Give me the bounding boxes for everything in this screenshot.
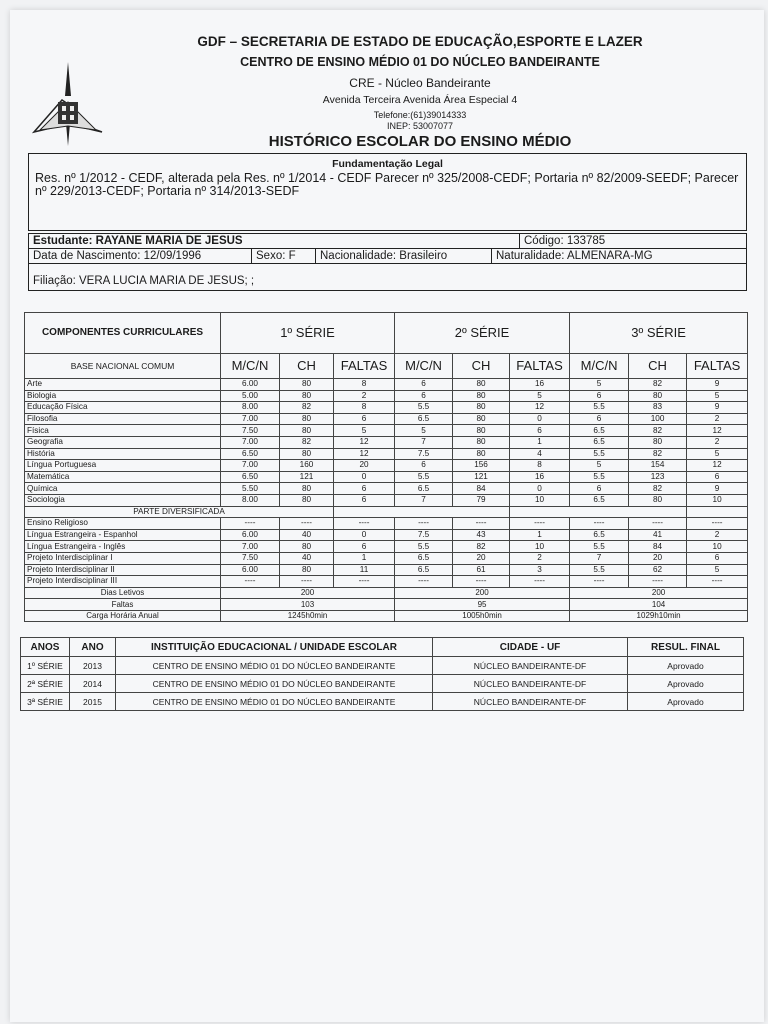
grade-cell: 7.50	[221, 552, 280, 564]
grade-cell: 5.5	[570, 448, 629, 460]
grade-cell: 80	[453, 448, 510, 460]
grade-cell: 84	[453, 483, 510, 495]
grade-cell: 80	[453, 436, 510, 448]
grade-cell: 1	[334, 552, 395, 564]
grade-cell: 80	[280, 541, 334, 553]
grade-cell: 80	[629, 390, 687, 402]
grade-cell: 12	[334, 436, 395, 448]
grade-cell: 82	[280, 402, 334, 414]
grade-cell: 8.00	[221, 402, 280, 414]
institutions-header-row	[21, 638, 744, 657]
summary-value: 1245h0min	[221, 610, 395, 622]
grade-cell: ----	[221, 518, 280, 530]
year-3-header: 3º SÉRIE	[570, 313, 748, 354]
grade-cell: 3	[510, 564, 570, 576]
subject-name: Projeto Interdisciplinar I	[25, 552, 221, 564]
summary-label: Faltas	[25, 599, 221, 611]
grade-cell: 160	[280, 460, 334, 472]
grade-cell: 5.5	[570, 471, 629, 483]
brasilia-emblem-icon	[32, 62, 104, 146]
grades-table	[24, 312, 748, 622]
grade-cell: 5.5	[570, 564, 629, 576]
grade-cell: 6	[395, 390, 453, 402]
student-parents: Filiação: VERA LUCIA MARIA DE JESUS; ;	[33, 275, 255, 287]
student-birth-date: Data de Nascimento: 12/09/1996	[33, 250, 202, 262]
grade-cell: ----	[280, 576, 334, 588]
grade-cell: 6.5	[570, 494, 629, 506]
header-address: Avenida Terceira Avenida Área Especial 4	[322, 94, 518, 106]
summary-value: 104	[570, 599, 748, 611]
grade-cell: 79	[453, 494, 510, 506]
grade-cell: 80	[280, 564, 334, 576]
grade-cell: 6	[510, 425, 570, 437]
grade-cell: ----	[629, 576, 687, 588]
grade-cell: 16	[510, 379, 570, 391]
subject-name: História	[25, 448, 221, 460]
grade-cell: 121	[280, 471, 334, 483]
subject-name: Química	[25, 483, 221, 495]
result-cell: Aprovado	[628, 657, 744, 675]
grade-cell: ----	[570, 576, 629, 588]
subject-name: Projeto Interdisciplinar II	[25, 564, 221, 576]
grade-cell: 5	[570, 379, 629, 391]
grade-cell: 6	[334, 494, 395, 506]
summary-label: Dias Letivos	[25, 587, 221, 599]
grade-cell: 80	[280, 413, 334, 425]
subject-row	[25, 390, 748, 402]
grade-cell: 6.5	[395, 552, 453, 564]
institution-cell: CENTRO DE ENSINO MÉDIO 01 DO NÚCLEO BANDEIRANTE	[116, 675, 433, 693]
grade-cell: 12	[510, 402, 570, 414]
grade-cell: 82	[629, 425, 687, 437]
grade-cell: 123	[629, 471, 687, 483]
subject-row	[25, 541, 748, 553]
grade-cell: 82	[629, 379, 687, 391]
student-row-2	[29, 249, 746, 264]
grade-cell: 6	[395, 460, 453, 472]
grade-cell: 6.5	[570, 529, 629, 541]
diversified-header-row	[25, 506, 748, 518]
summary-row	[25, 599, 748, 611]
subject-row	[25, 483, 748, 495]
subject-row	[25, 552, 748, 564]
year-cell: 2013	[70, 657, 116, 675]
subject-name: Sociologia	[25, 494, 221, 506]
grade-cell: 5.5	[395, 471, 453, 483]
grade-cell: 11	[334, 564, 395, 576]
grade-cell: 84	[629, 541, 687, 553]
subject-row	[25, 529, 748, 541]
student-info-box	[28, 233, 747, 291]
col-header: ANOS	[21, 638, 70, 657]
header-inep: INEP: 53007077	[386, 121, 454, 131]
grade-cell: 6	[334, 541, 395, 553]
subject-name: Filosofia	[25, 413, 221, 425]
grade-cell: ----	[687, 518, 748, 530]
grade-cell: 6	[570, 483, 629, 495]
year-cell: 2015	[70, 693, 116, 711]
grade-cell: 2	[687, 436, 748, 448]
col-header: M/C/N	[395, 354, 453, 379]
summary-value: 200	[395, 587, 570, 599]
subject-row	[25, 379, 748, 391]
grade-cell: 82	[280, 436, 334, 448]
grade-cell: 8	[334, 379, 395, 391]
base-nacional-header: BASE NACIONAL COMUM	[25, 354, 221, 379]
col-header: CH	[453, 354, 510, 379]
grade-cell: 80	[280, 483, 334, 495]
grade-cell: 8	[334, 402, 395, 414]
summary-row	[25, 587, 748, 599]
grade-cell: 6	[687, 471, 748, 483]
grade-cell: 6.00	[221, 379, 280, 391]
subject-name: Língua Estrangeira - Inglês	[25, 541, 221, 553]
grade-cell: 80	[453, 379, 510, 391]
grade-cell: ----	[280, 518, 334, 530]
grade-cell: 80	[629, 436, 687, 448]
grade-cell: 20	[334, 460, 395, 472]
summary-value: 1005h0min	[395, 610, 570, 622]
grade-cell: 5	[687, 390, 748, 402]
subject-name: Língua Portuguesa	[25, 460, 221, 472]
header-school-name: CENTRO DE ENSINO MÉDIO 01 DO NÚCLEO BANDEIRANTE	[240, 55, 600, 69]
grade-cell: 9	[687, 483, 748, 495]
grade-cell: 2	[687, 529, 748, 541]
institution-row	[21, 657, 744, 675]
grade-cell: 2	[334, 390, 395, 402]
grade-cell: 5	[687, 564, 748, 576]
grade-cell: 5	[687, 448, 748, 460]
grade-cell: 4	[510, 448, 570, 460]
grade-cell: ----	[629, 518, 687, 530]
grade-cell: ----	[334, 518, 395, 530]
subject-name: Língua Estrangeira - Espanhol	[25, 529, 221, 541]
grade-cell: 10	[510, 494, 570, 506]
student-row-3	[29, 274, 746, 288]
grade-cell: 40	[280, 552, 334, 564]
grade-cell: 100	[629, 413, 687, 425]
serie-cell: 2ª SÉRIE	[21, 675, 70, 693]
grade-cell: 6	[570, 413, 629, 425]
grade-cell: 6.5	[570, 425, 629, 437]
grade-cell: ----	[221, 576, 280, 588]
grade-cell: 9	[687, 379, 748, 391]
grade-cell: 12	[334, 448, 395, 460]
institution-cell: CENTRO DE ENSINO MÉDIO 01 DO NÚCLEO BANDEIRANTE	[116, 693, 433, 711]
subject-name: Arte	[25, 379, 221, 391]
col-header: CH	[629, 354, 687, 379]
header-phone: Telefone:(61)39014333	[373, 110, 467, 120]
grade-cell: 5.5	[570, 541, 629, 553]
grade-cell: 5	[570, 460, 629, 472]
col-header: M/C/N	[570, 354, 629, 379]
student-code: Código: 133785	[519, 234, 748, 248]
grade-cell: 10	[510, 541, 570, 553]
grade-cell: ----	[395, 576, 453, 588]
subject-row	[25, 494, 748, 506]
subject-row	[25, 576, 748, 588]
subject-name: Educação Física	[25, 402, 221, 414]
summary-value: 103	[221, 599, 395, 611]
year-cell: 2014	[70, 675, 116, 693]
col-header: FALTAS	[334, 354, 395, 379]
grade-cell: 154	[629, 460, 687, 472]
col-header: FALTAS	[510, 354, 570, 379]
subject-name: Projeto Interdisciplinar III	[25, 576, 221, 588]
grade-cell: 62	[629, 564, 687, 576]
grade-cell: 12	[687, 460, 748, 472]
grade-cell: ----	[334, 576, 395, 588]
subject-name: Biologia	[25, 390, 221, 402]
institutions-table	[20, 637, 744, 711]
subject-row	[25, 448, 748, 460]
grade-cell: 20	[453, 552, 510, 564]
grade-cell: 82	[629, 448, 687, 460]
grade-cell: 5.00	[221, 390, 280, 402]
institution-row	[21, 693, 744, 711]
student-row-1	[29, 234, 746, 249]
grade-cell: 7.5	[395, 448, 453, 460]
subject-row	[25, 413, 748, 425]
empty-cell	[334, 506, 510, 518]
grade-cell: 6	[395, 379, 453, 391]
city-cell: NÚCLEO BANDEIRANTE-DF	[433, 693, 628, 711]
grade-cell: ----	[510, 576, 570, 588]
grade-cell: 6.50	[221, 448, 280, 460]
grade-cell: 7.00	[221, 436, 280, 448]
grade-cell: 10	[687, 541, 748, 553]
grade-cell: 6.00	[221, 529, 280, 541]
grade-cell: 80	[629, 494, 687, 506]
subject-row	[25, 460, 748, 472]
student-birthplace: Naturalidade: ALMENARA-MG	[491, 249, 748, 263]
subject-row	[25, 436, 748, 448]
grade-cell: 6	[570, 390, 629, 402]
grade-cell: 0	[334, 471, 395, 483]
grade-cell: 20	[629, 552, 687, 564]
grade-cell: 7.00	[221, 541, 280, 553]
col-header: FALTAS	[687, 354, 748, 379]
grade-cell: 5.50	[221, 483, 280, 495]
legal-basis-text: Res. nº 1/2012 - CEDF, alterada pela Res. nº 1/2014 - CEDF Parecer nº 325/2008-CEDF; Portaria nº 82/2009-SEEDF; Parecer nº 229/2013-CEDF; Portaria nº 314/2013-SEDF	[35, 171, 739, 198]
diversified-header: PARTE DIVERSIFICADA	[25, 506, 334, 518]
grade-cell: 6.5	[570, 436, 629, 448]
grade-cell: 1	[510, 529, 570, 541]
grade-cell: 7.00	[221, 413, 280, 425]
grade-cell: 80	[280, 494, 334, 506]
grade-cell: 80	[280, 448, 334, 460]
subject-name: Ensino Religioso	[25, 518, 221, 530]
grade-cell: 80	[453, 413, 510, 425]
grade-cell: 5	[510, 390, 570, 402]
grade-cell: 9	[687, 402, 748, 414]
grade-cell: 43	[453, 529, 510, 541]
grade-cell: 7.50	[221, 425, 280, 437]
grade-cell: 6	[334, 413, 395, 425]
grade-cell: 8	[510, 460, 570, 472]
grade-cell: 5	[395, 425, 453, 437]
header-cre: CRE - Núcleo Bandeirante	[349, 76, 491, 90]
institution-row	[21, 675, 744, 693]
empty-cell	[510, 506, 687, 518]
grade-cell: 2	[510, 552, 570, 564]
subject-row	[25, 518, 748, 530]
serie-cell: 1º SÉRIE	[21, 657, 70, 675]
grade-cell: 7	[570, 552, 629, 564]
grade-cell: 82	[453, 541, 510, 553]
subject-row	[25, 564, 748, 576]
year-2-header: 2º SÉRIE	[395, 313, 570, 354]
grades-header-row	[25, 313, 748, 354]
summary-label: Carga Horária Anual	[25, 610, 221, 622]
summary-value: 200	[221, 587, 395, 599]
grade-cell: 2	[687, 413, 748, 425]
city-cell: NÚCLEO BANDEIRANTE-DF	[433, 675, 628, 693]
grade-cell: ----	[510, 518, 570, 530]
components-header: COMPONENTES CURRICULARES	[25, 313, 221, 354]
grade-cell: 16	[510, 471, 570, 483]
grade-cell: 41	[629, 529, 687, 541]
grade-cell: 6.5	[395, 483, 453, 495]
subject-name: Matemática	[25, 471, 221, 483]
result-cell: Aprovado	[628, 693, 744, 711]
subject-name: Física	[25, 425, 221, 437]
grade-cell: 6.50	[221, 471, 280, 483]
grade-cell: 80	[453, 390, 510, 402]
grade-cell: 7	[395, 436, 453, 448]
grade-cell: 12	[687, 425, 748, 437]
grade-cell: ----	[687, 576, 748, 588]
grade-cell: 6.00	[221, 564, 280, 576]
grade-cell: 7.5	[395, 529, 453, 541]
city-cell: NÚCLEO BANDEIRANTE-DF	[433, 657, 628, 675]
grade-cell: 6.5	[395, 413, 453, 425]
grade-cell: 80	[280, 379, 334, 391]
grade-cell: 6	[687, 552, 748, 564]
grade-cell: 7	[395, 494, 453, 506]
subject-row	[25, 402, 748, 414]
grade-cell: 80	[280, 425, 334, 437]
grade-cell: 80	[453, 425, 510, 437]
result-cell: Aprovado	[628, 675, 744, 693]
student-sex: Sexo: F	[251, 249, 315, 263]
grade-cell: 10	[687, 494, 748, 506]
grade-cell: 0	[510, 483, 570, 495]
grade-cell: 5.5	[395, 541, 453, 553]
subject-row	[25, 471, 748, 483]
grade-cell: 61	[453, 564, 510, 576]
grade-cell: 5	[334, 425, 395, 437]
summary-value: 1029h10min	[570, 610, 748, 622]
grade-cell: ----	[453, 576, 510, 588]
grade-cell: 5.5	[570, 402, 629, 414]
legal-basis-box	[28, 153, 747, 231]
legal-basis-title: Fundamentação Legal	[332, 158, 443, 170]
grade-cell: 83	[629, 402, 687, 414]
grade-cell: 40	[280, 529, 334, 541]
grades-subheader-row	[25, 354, 748, 379]
student-nationality: Nacionalidade: Brasileiro	[315, 249, 491, 263]
summary-value: 95	[395, 599, 570, 611]
grade-cell: 7.00	[221, 460, 280, 472]
col-header: ANO	[70, 638, 116, 657]
grade-cell: 8.00	[221, 494, 280, 506]
grade-cell: 0	[334, 529, 395, 541]
empty-cell	[687, 506, 748, 518]
grade-cell: 6.5	[395, 564, 453, 576]
page-title: HISTÓRICO ESCOLAR DO ENSINO MÉDIO	[268, 133, 572, 150]
grade-cell: 80	[280, 390, 334, 402]
header-secretaria: GDF – SECRETARIA DE ESTADO DE EDUCAÇÃO,ESPORTE E LAZER	[197, 34, 643, 49]
year-1-header: 1º SÉRIE	[221, 313, 395, 354]
serie-cell: 3ª SÉRIE	[21, 693, 70, 711]
col-header: CIDADE - UF	[433, 638, 628, 657]
grade-cell: ----	[570, 518, 629, 530]
grade-cell: 1	[510, 436, 570, 448]
student-name: Estudante: RAYANE MARIA DE JESUS	[33, 235, 243, 247]
grade-cell: 80	[453, 402, 510, 414]
col-header: M/C/N	[221, 354, 280, 379]
col-header: RESUL. FINAL	[628, 638, 744, 657]
grade-cell: 82	[629, 483, 687, 495]
subject-row	[25, 425, 748, 437]
institution-cell: CENTRO DE ENSINO MÉDIO 01 DO NÚCLEO BANDEIRANTE	[116, 657, 433, 675]
subject-name: Geografia	[25, 436, 221, 448]
col-header: INSTITUIÇÃO EDUCACIONAL / UNIDADE ESCOLAR	[116, 638, 433, 657]
col-header: CH	[280, 354, 334, 379]
grade-cell: ----	[453, 518, 510, 530]
grade-cell: 0	[510, 413, 570, 425]
grade-cell: ----	[395, 518, 453, 530]
grade-cell: 156	[453, 460, 510, 472]
summary-value: 200	[570, 587, 748, 599]
grade-cell: 121	[453, 471, 510, 483]
summary-row	[25, 610, 748, 622]
grade-cell: 6	[334, 483, 395, 495]
grade-cell: 5.5	[395, 402, 453, 414]
